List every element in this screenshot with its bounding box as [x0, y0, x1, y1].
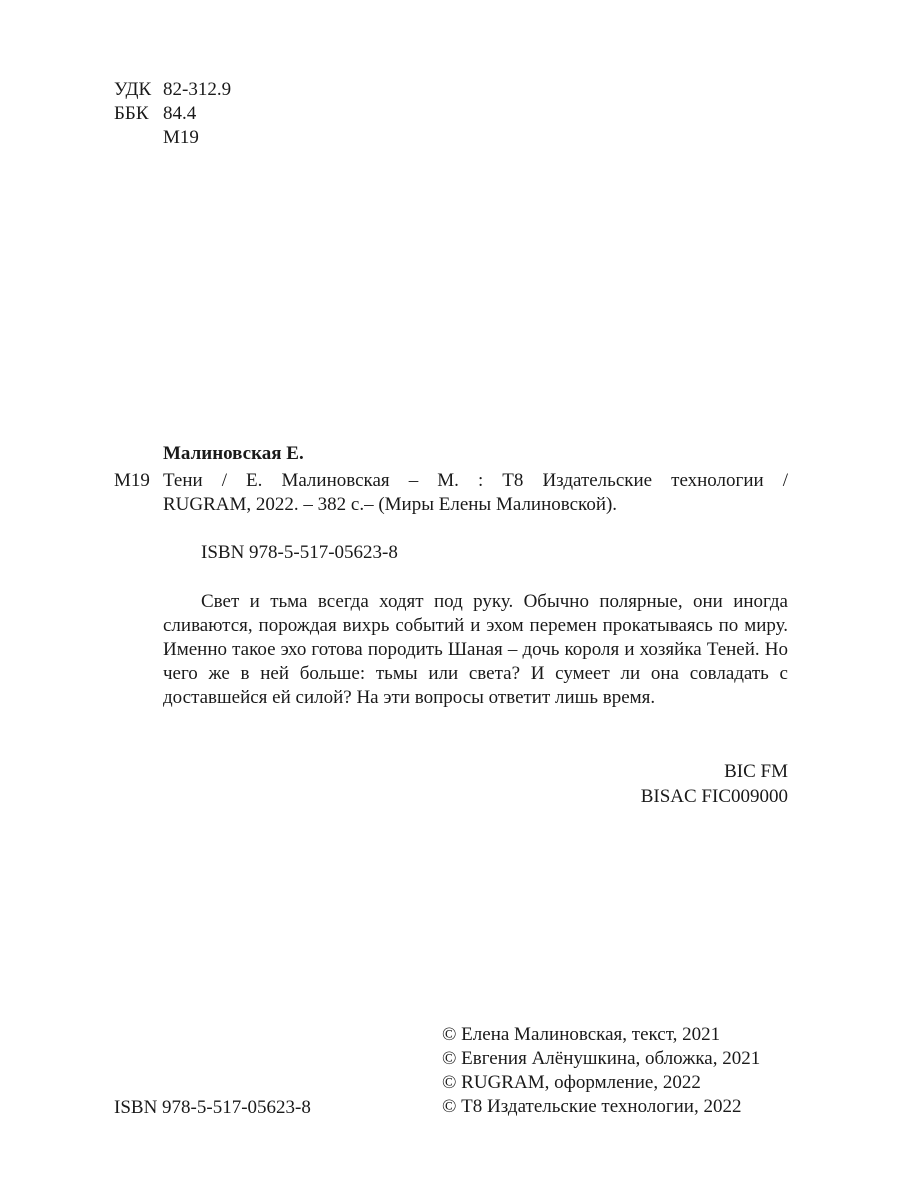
biblio-word: М. — [437, 470, 459, 491]
biblio-word: Т8 — [502, 470, 524, 491]
subject-codes — [641, 759, 788, 809]
bic-code: BIC FM — [724, 761, 788, 782]
copyright-line: © Евгения Алёнушкина, обложка, 2021 — [442, 1048, 761, 1069]
udk-value: 82-312.9 — [163, 79, 232, 100]
biblio-word: Издательские — [542, 470, 653, 491]
record-mark: М19 — [114, 470, 150, 491]
author-mark: М19 — [163, 127, 199, 148]
bbk-label: ББК — [114, 103, 149, 124]
biblio-word: Малиновская — [281, 470, 390, 491]
isbn-footer: ISBN 978-5-517-05623-8 — [114, 1097, 311, 1118]
biblio-word: технологии — [671, 470, 764, 491]
udk-row — [114, 78, 231, 102]
biblio-line-2: RUGRAM, 2022. – 382 с.– (Миры Елены Малиновской). — [163, 494, 618, 515]
biblio-line-1 — [163, 469, 788, 493]
biblio-word: / — [221, 470, 227, 491]
isbn-record: ISBN 978-5-517-05623-8 — [201, 542, 398, 563]
author-mark-row — [114, 126, 231, 150]
bbk-row — [114, 102, 231, 126]
copyright-line: © Елена Малиновская, текст, 2021 — [442, 1024, 721, 1045]
biblio-word: : — [477, 470, 484, 491]
annotation-text: Свет и тьма всегда ходят под руку. Обычно полярные, они иногда сливаются, порождая вихрь событий и эхом перемен прокатываясь по миру. Именно такое эхо готова породить Шаная – дочь короля и хозяйка Теней. Но чего же в ней больше: тьмы или света? И сумеет ли она совладать с доставшейся ей силой? На эти вопросы ответит лишь время. — [163, 591, 788, 708]
classification-block — [114, 78, 231, 150]
bibliographic-description — [163, 469, 788, 517]
udk-label: УДК — [114, 79, 152, 100]
biblio-word: Е. — [246, 470, 263, 491]
author-heading: Малиновская Е. — [163, 443, 304, 464]
biblio-word: Тени — [163, 470, 203, 491]
copyright-line: © Т8 Издательские технологии, 2022 — [442, 1096, 742, 1117]
biblio-word: – — [408, 470, 419, 491]
bbk-value: 84.4 — [163, 103, 197, 124]
copyright-line: © RUGRAM, оформление, 2022 — [442, 1072, 701, 1093]
bisac-code: BISAC FIC009000 — [640, 786, 788, 807]
copyright-block — [442, 1023, 760, 1119]
annotation — [163, 590, 788, 710]
biblio-word: / — [782, 470, 788, 491]
